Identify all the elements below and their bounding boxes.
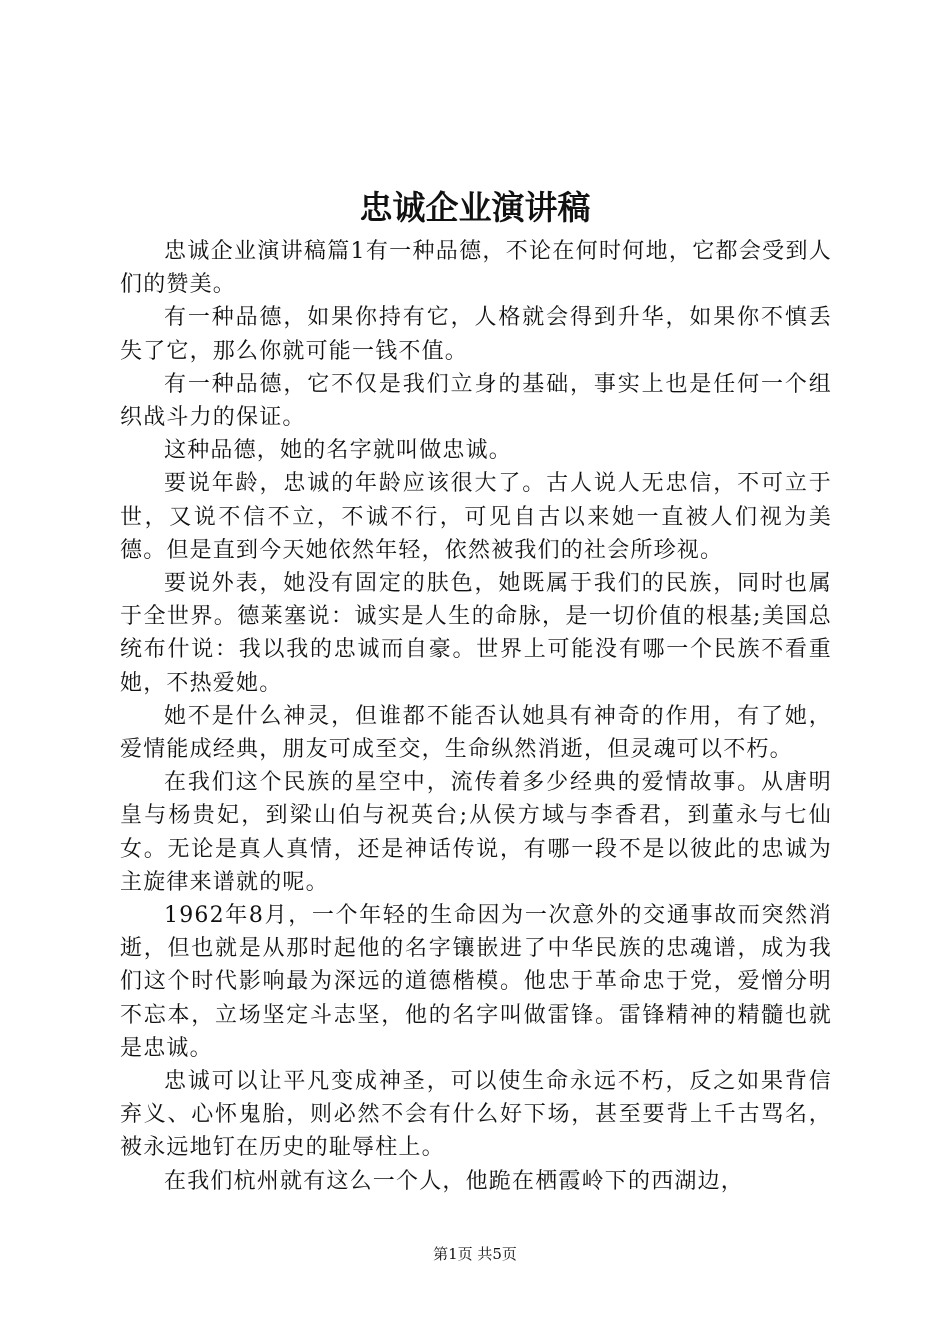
paragraph: 有一种品德，如果你持有它，人格就会得到升华，如果你不慎丢失了它，那么你就可能一钱不值。 xyxy=(120,305,832,364)
paragraph: 在我们这个民族的星空中，流传着多少经典的爱情故事。从唐明皇与杨贵妃，到梁山伯与祝英台;从侯方域与李香君，到董永与七仙女。无论是真人真情，还是神话传说，有哪一段不是以彼此的忠诚为主旋律来谱就的呢。 xyxy=(120,770,832,895)
paragraph: 忠诚可以让平凡变成神圣，可以使生命永远不朽，反之如果背信弃义、心怀鬼胎，则必然不会有什么好下场，甚至要背上千古骂名，被永远地钉在历史的耻辱柱上。 xyxy=(120,1069,832,1161)
document-body xyxy=(120,235,832,1198)
paragraph: 在我们杭州就有这么一个人，他跪在栖霞岭下的西湖边， xyxy=(164,1168,745,1194)
document-title: 忠诚企业演讲稿 xyxy=(359,188,591,227)
paragraph: 她不是什么神灵，但谁都不能否认她具有神奇的作用，有了她，爱情能成经典，朋友可成至交，生命纵然消逝，但灵魂可以不朽。 xyxy=(120,703,832,763)
paragraph: 这种品德，她的名字就叫做忠诚。 xyxy=(164,438,513,464)
paragraph: 要说外表，她没有固定的肤色，她既属于我们的民族，同时也属于全世界。德莱塞说：诚实是人生的命脉，是一切价值的根基;美国总统布什说：我以我的忠诚而自豪。世界上可能没有哪一个民族不看重她，不热爱她。 xyxy=(120,571,832,696)
page-footer: 第1页 共5页 xyxy=(433,1245,517,1263)
paragraph: 要说年龄，忠诚的年龄应该很大了。古人说人无忠信，不可立于世，又说不信不立，不诚不行，可见自古以来她一直被人们视为美德。但是直到今天她依然年轻，依然被我们的社会所珍视。 xyxy=(120,471,832,563)
paragraph: 忠诚企业演讲稿篇1有一种品德，不论在何时何地，它都会受到人们的赞美。 xyxy=(120,239,832,298)
paragraph: 1962年8月，一个年轻的生命因为一次意外的交通事故而突然消逝，但也就是从那时起他的名字镶嵌进了中华民族的忠魂谱，成为我们这个时代影响最为深远的道德楷模。他忠于革命忠于党，爱憎分明不忘本，立场坚定斗志坚，他的名字叫做雷锋。雷锋精神的精髓也就是忠诚。 xyxy=(120,903,832,1061)
paragraph: 有一种品德，它不仅是我们立身的基础，事实上也是任何一个组织战斗力的保证。 xyxy=(120,371,832,431)
